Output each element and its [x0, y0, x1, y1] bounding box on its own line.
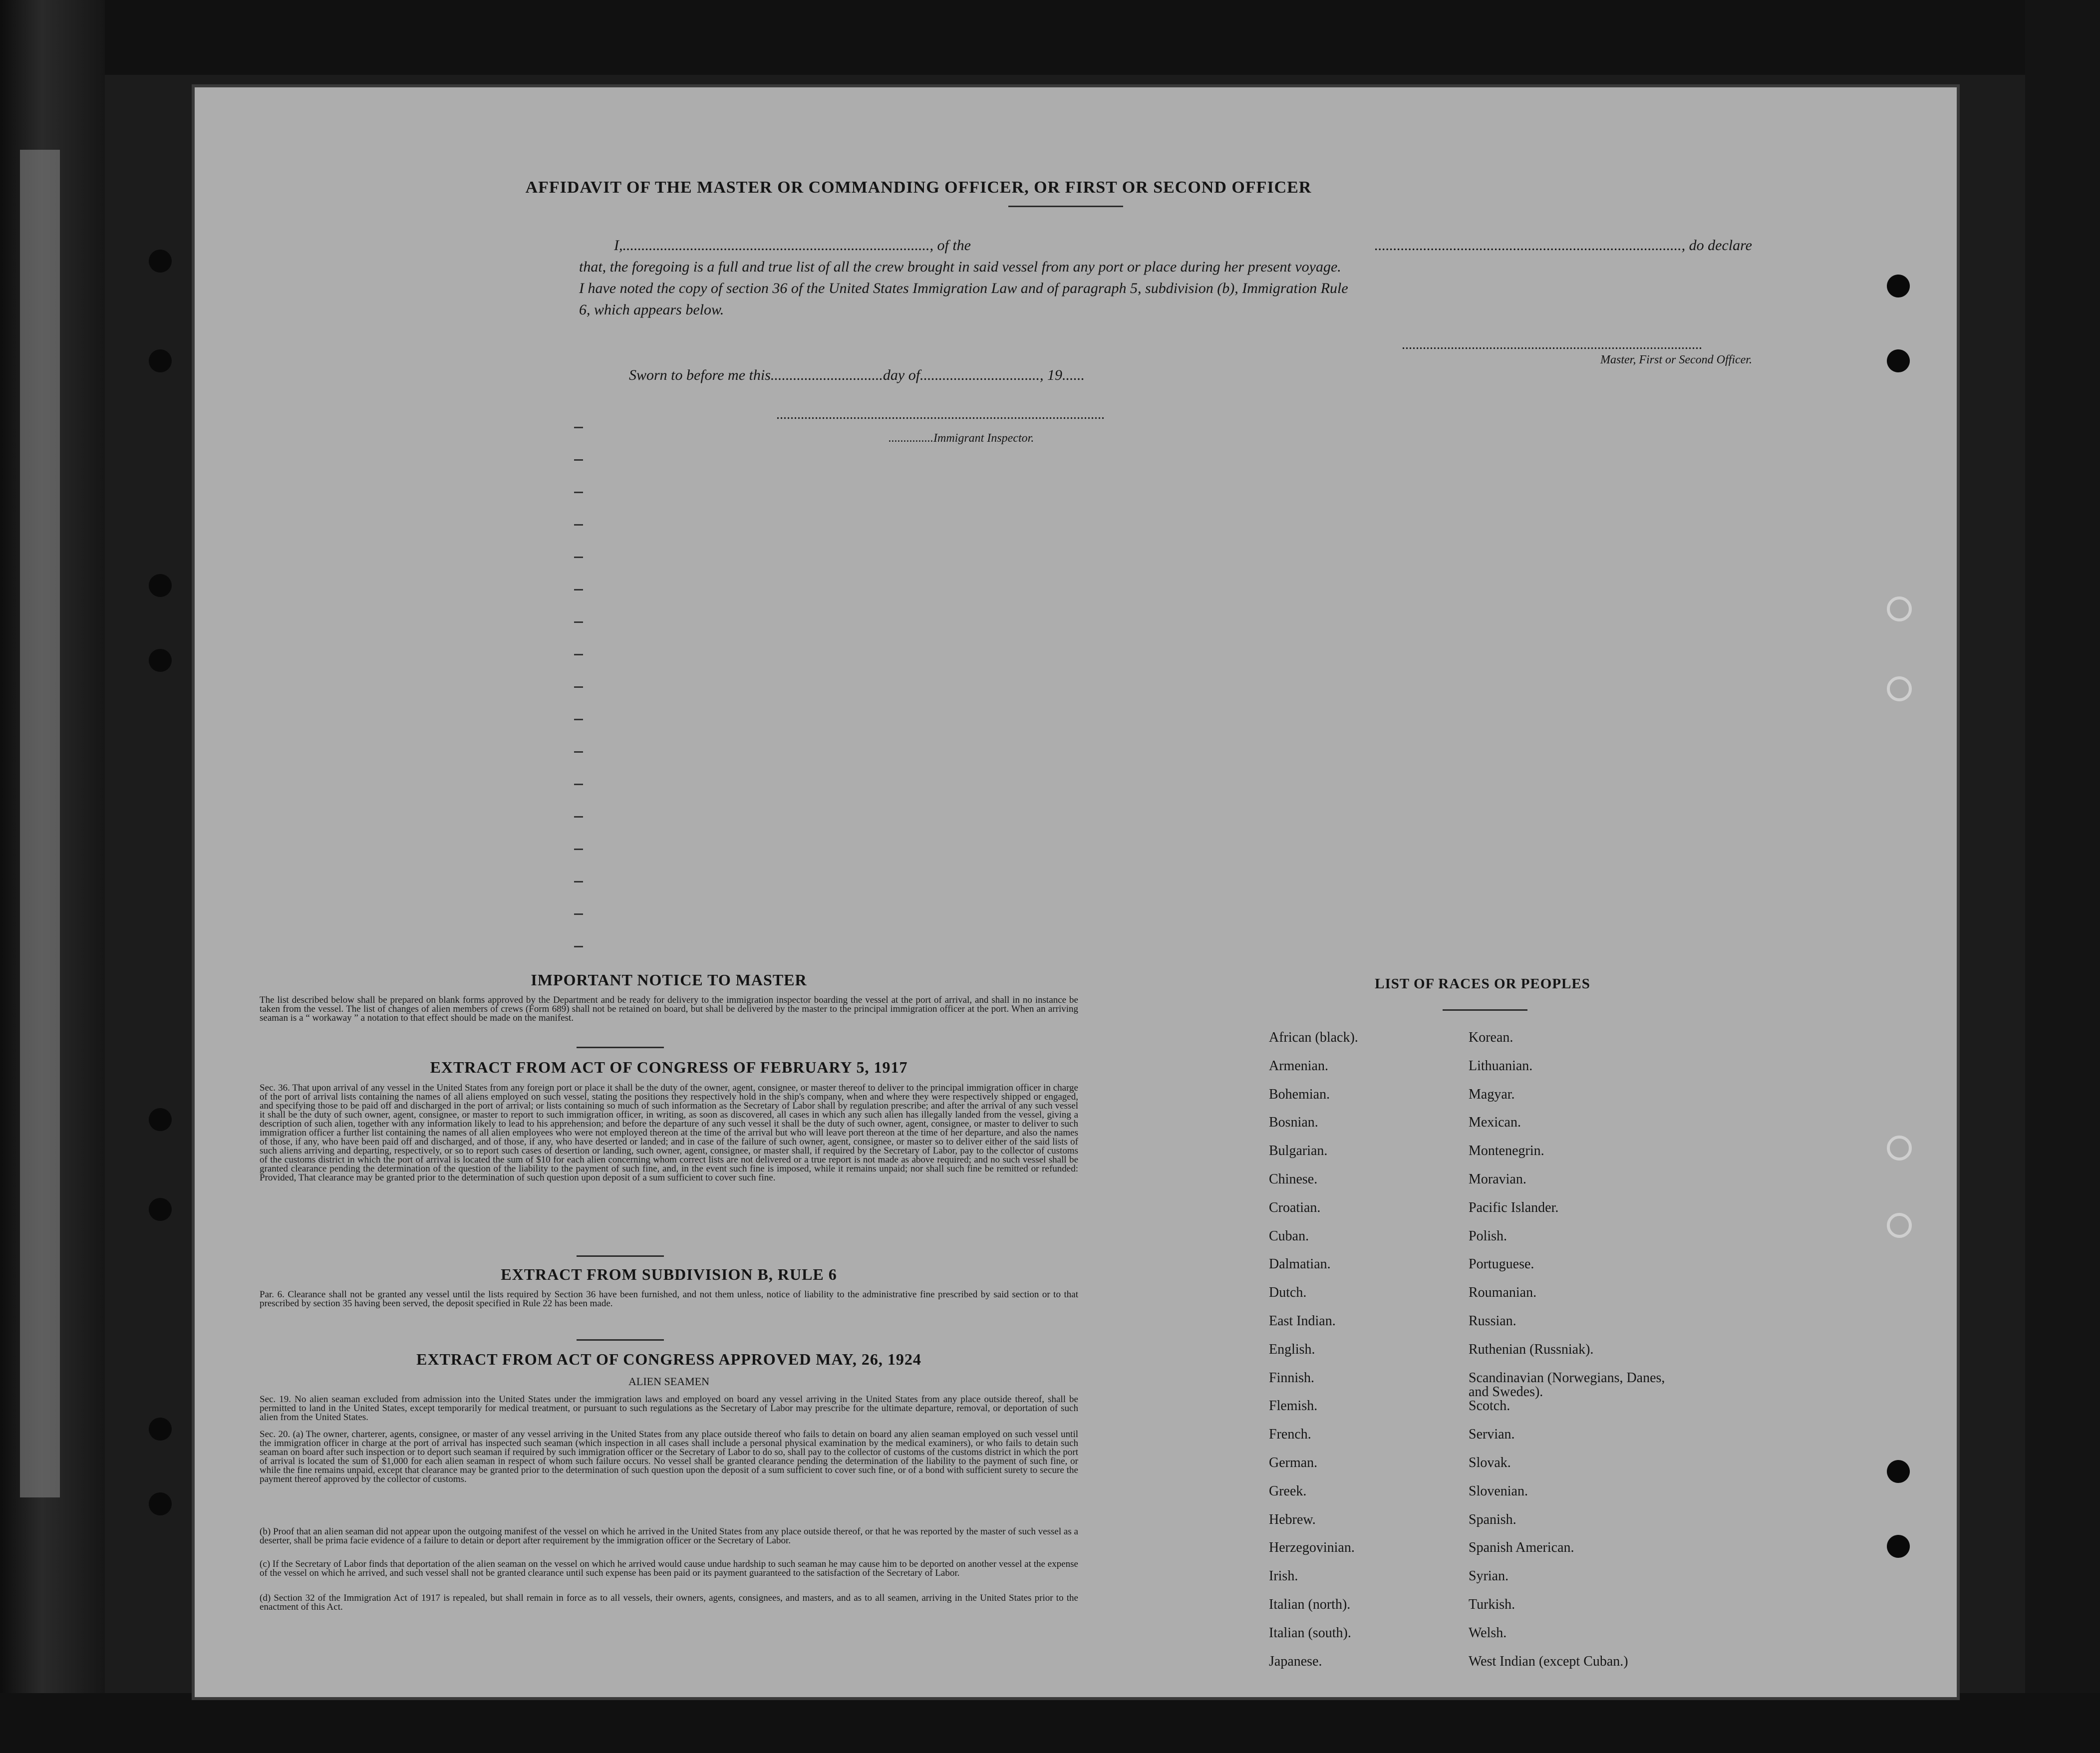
sec20b-text: (b) Proof that an alien seaman did not appear upon the outgoing manifest of the vessel on which he arrived in the United States from any place outside thereof, or that he was reported by the master of such vessel as a deserter, shall be prima facie evidence of a failure to detain or deport after requirement by the immigration officer or the Secretary of Labor. — [260, 1526, 1078, 1546]
race-item: Japanese. — [1269, 1653, 1322, 1669]
race-item: Irish. — [1269, 1568, 1298, 1584]
punch-hole — [1887, 275, 1910, 297]
binder-hole — [149, 349, 172, 372]
race-item: Flemish. — [1269, 1398, 1318, 1414]
document-page — [195, 87, 1957, 1697]
race-item: Portuguese. — [1469, 1256, 1534, 1272]
race-item: Moravian. — [1469, 1171, 1526, 1187]
punch-ring — [1887, 596, 1912, 621]
margin-tick — [574, 913, 583, 915]
race-item: Scandinavian (Norwegians, Danes, and Swedes). — [1469, 1370, 1665, 1400]
race-item: Herzegovinian. — [1269, 1540, 1355, 1556]
race-item: Magyar. — [1469, 1086, 1515, 1102]
punch-ring — [1887, 1136, 1912, 1161]
margin-tick — [574, 849, 583, 850]
sec20d-text: (d) Section 32 of the Immigration Act of 1917 is repealed, but shall remain in force as to all vessels, their owners, agents, consignees, and masters, and as to all seamen, arriving in the United States prior to the enactment of this Act. — [260, 1593, 1078, 1612]
race-item: Italian (south). — [1269, 1625, 1351, 1641]
race-item: East Indian. — [1269, 1313, 1336, 1329]
scan-right-border — [2025, 0, 2100, 1753]
margin-tick — [574, 492, 583, 493]
race-item: Lithuanian. — [1469, 1058, 1533, 1074]
margin-tick — [574, 427, 583, 428]
margin-tick — [574, 686, 583, 688]
margin-tick — [574, 589, 583, 590]
margin-tick — [574, 946, 583, 947]
binder-hole — [149, 1108, 172, 1131]
affidavit-line2: that, the foregoing is a full and true list of all the crew brought in said vessel from any port or place during her present voyage. — [579, 259, 1341, 275]
notice-rule — [577, 1047, 664, 1048]
scan-top-border — [0, 0, 2100, 75]
race-item: Spanish American. — [1469, 1540, 1574, 1556]
extract-1917-text: Sec. 36. That upon arrival of any vessel in the United States from any foreign port or place it shall be the duty of the owner, agent, consignee, or master thereof to deliver to the principal immigration officer in charge of the port of arrival lists containing the names of all aliens employed on such vessel, stating the positions they respectively hold in the ship's company, when and where they were respectively shipped or engaged, and specifying those to be paid off and discharged in the port of arrival; or lists containing so much of such information as the Secretary of Labor shall by regulation prescribe; and after the arrival of any such vessel it shall be the duty of such owner, agent, consignee, or master to report to such immigration officer, in writing, as soon as discovered, all cases in which any such alien has illegally landed from the vessel, giving a description of such alien, together with any information likely to lead to his apprehension; and before the departure of any such vessel it shall be the duty of such owner, agent, consignee, or master to deliver to such immigration officer a further list containing the names of all alien employees who were not employed thereon at the time of the arrival but who will leave port thereon at the time of her departure, and also the names of those, if any, who have been paid off and discharged, and of those, if any, who have deserted or landed; and in case of the failure of such owner, agent, consignee, or master so to deliver either of the said lists of such aliens arriving and departing, respectively, or so to report such cases of desertion or landing, such owner, agent, consignee, or master shall, if required by the Secretary of Labor, pay to the collector of customs of the customs district in which the port of arrival is located the sum of $10 for each alien concerning whom correct lists are not delivered or a true report is not made as above required; and no such vessel shall be granted clearance pending the determination of the question of the liability to the payment of such fine, and, in the event such fine is imposed, while it remains unpaid; nor shall such fine be remitted or refunded: Provided, That clearance may be granted prior to the determination of such question upon deposit of a sum sufficient to cover such fine. — [260, 1083, 1078, 1183]
race-item: Chinese. — [1269, 1171, 1318, 1187]
race-item: Turkish. — [1469, 1596, 1515, 1612]
race-item: Montenegrin. — [1469, 1143, 1544, 1159]
race-item: Roumanian. — [1469, 1285, 1537, 1301]
race-item: Slovenian. — [1469, 1483, 1528, 1499]
extract-1917-rule — [577, 1255, 664, 1257]
margin-tick — [574, 816, 583, 818]
race-item: Ruthenian (Russniak). — [1469, 1341, 1594, 1357]
binder-hole — [149, 1418, 172, 1441]
sec20a-text: Sec. 20. (a) The owner, charterer, agents, consignee, or master of any vessel arriving in the United States from any place outside thereof who fails to detain on board any alien seaman employed on such vessel until the immigration officer in charge at the port of arrival has inspected such seaman (which inspection in all cases shall include a personal physical examination by the medical examiners), or who fails to detain such seaman on board after such inspection or to deport such seaman if required by such immigration officer or the Secretary of Labor to do so, shall pay to the collector of customs of the customs district in which the port of arrival is located the sum of $1,000 for each alien seaman in respect of whom such failure occurs. No vessel shall be granted clearance pending the determination of the liability to the payment of such fine, or while the fine remains unpaid, except that clearance may be granted prior to the determination of such question upon the deposit of a sum sufficient to cover such fine, or of a bond with sufficient surety to secure the payment thereof approved by the collector of customs. — [260, 1429, 1078, 1484]
races-column-2 — [1469, 1031, 1683, 1683]
notice-text: The list described below shall be prepared on blank forms approved by the Department and be ready for delivery to the immigration inspector boarding the vessel at the port of arrival, and shall in no instance be taken from the vessel. The list of changes of alien members of crews (Form 689) shall not be retained on board, but shall be delivered by the master to the principal immigration officer at the port. When an arriving seaman is a “ workaway ” a notation to that effect should be made on the manifest. — [260, 995, 1078, 1023]
affidavit-line3: I have noted the copy of section 36 of the United States Immigration Law and of paragraph 5, subdivision (b), Immigration Rule — [579, 280, 1348, 296]
race-item: Mexican. — [1469, 1115, 1521, 1131]
scan-binder-strip — [20, 150, 60, 1497]
binder-hole — [149, 649, 172, 672]
race-item: Greek. — [1269, 1483, 1307, 1499]
notice-title: IMPORTANT NOTICE TO MASTER — [531, 971, 807, 989]
sec19-text: Sec. 19. No alien seaman excluded from admission into the United States under the immigration laws and employed on board any vessel arriving in the United States from any place outside thereof, shall be permitted to land in the United States, except temporarily for medical treatment, or pursuant to such regulations as the Secretary of Labor may prescribe for the ultimate departure, removal, or deportation of such alien from the United States. — [260, 1394, 1078, 1423]
margin-tick — [574, 557, 583, 558]
race-item: Hebrew. — [1269, 1511, 1316, 1527]
sworn-line: Sworn to before me this..............................day of................................, 19...... — [629, 367, 1085, 383]
affidavit-line4: 6, which appears below. — [579, 301, 724, 318]
punch-hole — [1887, 1460, 1910, 1483]
inspector-signature-line: .............................................................................................. — [776, 407, 1105, 422]
race-item: Welsh. — [1469, 1625, 1507, 1641]
race-item: Pacific Islander. — [1469, 1199, 1559, 1215]
race-item: Bosnian. — [1269, 1115, 1318, 1131]
race-item: Dutch. — [1269, 1285, 1307, 1301]
race-item: Scotch. — [1469, 1398, 1510, 1414]
margin-tick — [574, 524, 583, 526]
subdivision-title: EXTRACT FROM SUBDIVISION B, RULE 6 — [501, 1265, 837, 1283]
inspector-signature-caption: ...............Immigrant Inspector. — [889, 432, 1034, 445]
subdivision-text: Par. 6. Clearance shall not be granted any vessel until the lists required by Section 36 have been furnished, and not them unless, notice of liability to the administrative fine prescribed by said section or to that prescribed by section 35 having been served, the deposit specified in Rule 22 has been made. — [260, 1289, 1078, 1309]
race-item: English. — [1269, 1341, 1315, 1357]
title-rule — [1008, 206, 1123, 207]
punch-ring — [1887, 676, 1912, 701]
extract-1917-title: EXTRACT FROM ACT OF CONGRESS OF FEBRUARY 5, 1917 — [430, 1058, 908, 1076]
race-item: Korean. — [1469, 1030, 1513, 1045]
races-title: LIST OF RACES OR PEOPLES — [1375, 976, 1590, 992]
sec20c-text: (c) If the Secretary of Labor finds that deportation of the alien seaman on the vessel on which he arrived would cause undue hardship to such seaman he may cause him to be deported on another vessel at the expense of the vessel on which he arrived, and such vessel shall not be granted clearance until such expense has been paid or its payment guaranteed to the satisfaction of the Secretary of Labor. — [260, 1559, 1078, 1578]
race-item: Bulgarian. — [1269, 1143, 1328, 1159]
race-item: Russian. — [1469, 1313, 1516, 1329]
margin-tick — [574, 654, 583, 655]
race-item: Cuban. — [1269, 1228, 1309, 1244]
race-item: African (black). — [1269, 1030, 1358, 1045]
punch-ring — [1887, 1213, 1912, 1238]
race-item: Polish. — [1469, 1228, 1507, 1244]
margin-tick — [574, 719, 583, 720]
binder-hole — [149, 250, 172, 273]
races-rule — [1443, 1009, 1527, 1011]
race-item: French. — [1269, 1427, 1311, 1443]
race-item: Dalmatian. — [1269, 1256, 1331, 1272]
race-item: Servian. — [1469, 1427, 1515, 1443]
race-item: Bohemian. — [1269, 1086, 1330, 1102]
extract-1924-title: EXTRACT FROM ACT OF CONGRESS APPROVED MAY, 26, 1924 — [416, 1350, 921, 1368]
race-item: German. — [1269, 1455, 1318, 1470]
margin-tick — [574, 784, 583, 785]
subdivision-rule — [577, 1339, 664, 1341]
officer-signature-caption: Master, First or Second Officer. — [1600, 353, 1752, 366]
punch-hole — [1887, 1535, 1910, 1558]
binder-hole — [149, 574, 172, 597]
binder-hole — [149, 1198, 172, 1221]
race-item: Slovak. — [1469, 1455, 1511, 1470]
margin-tick — [574, 751, 583, 753]
race-item: Syrian. — [1469, 1568, 1509, 1584]
race-item: Spanish. — [1469, 1511, 1516, 1527]
race-item: Armenian. — [1269, 1058, 1328, 1074]
affidavit-line1-a: I,.................................................................................., of the — [614, 237, 971, 254]
margin-tick — [574, 459, 583, 461]
races-column-1 — [1269, 1031, 1464, 1683]
race-item: Finnish. — [1269, 1370, 1315, 1386]
scan-bottom-border — [0, 1693, 2100, 1753]
punch-hole — [1887, 349, 1910, 372]
race-item: Italian (north). — [1269, 1596, 1351, 1612]
affidavit-title: AFFIDAVIT OF THE MASTER OR COMMANDING OFFICER, OR FIRST OR SECOND OFFICER — [525, 178, 1312, 197]
race-item: Croatian. — [1269, 1199, 1321, 1215]
binder-hole — [149, 1492, 172, 1515]
margin-tick — [574, 881, 583, 882]
extract-1924-subtitle: ALIEN SEAMEN — [628, 1375, 709, 1388]
officer-signature-line: ...................................................................................... — [1402, 337, 1702, 352]
race-item: West Indian (except Cuban.) — [1469, 1653, 1628, 1669]
margin-tick — [574, 621, 583, 623]
affidavit-line1-b: .................................................................................., do declare — [1374, 237, 1752, 254]
